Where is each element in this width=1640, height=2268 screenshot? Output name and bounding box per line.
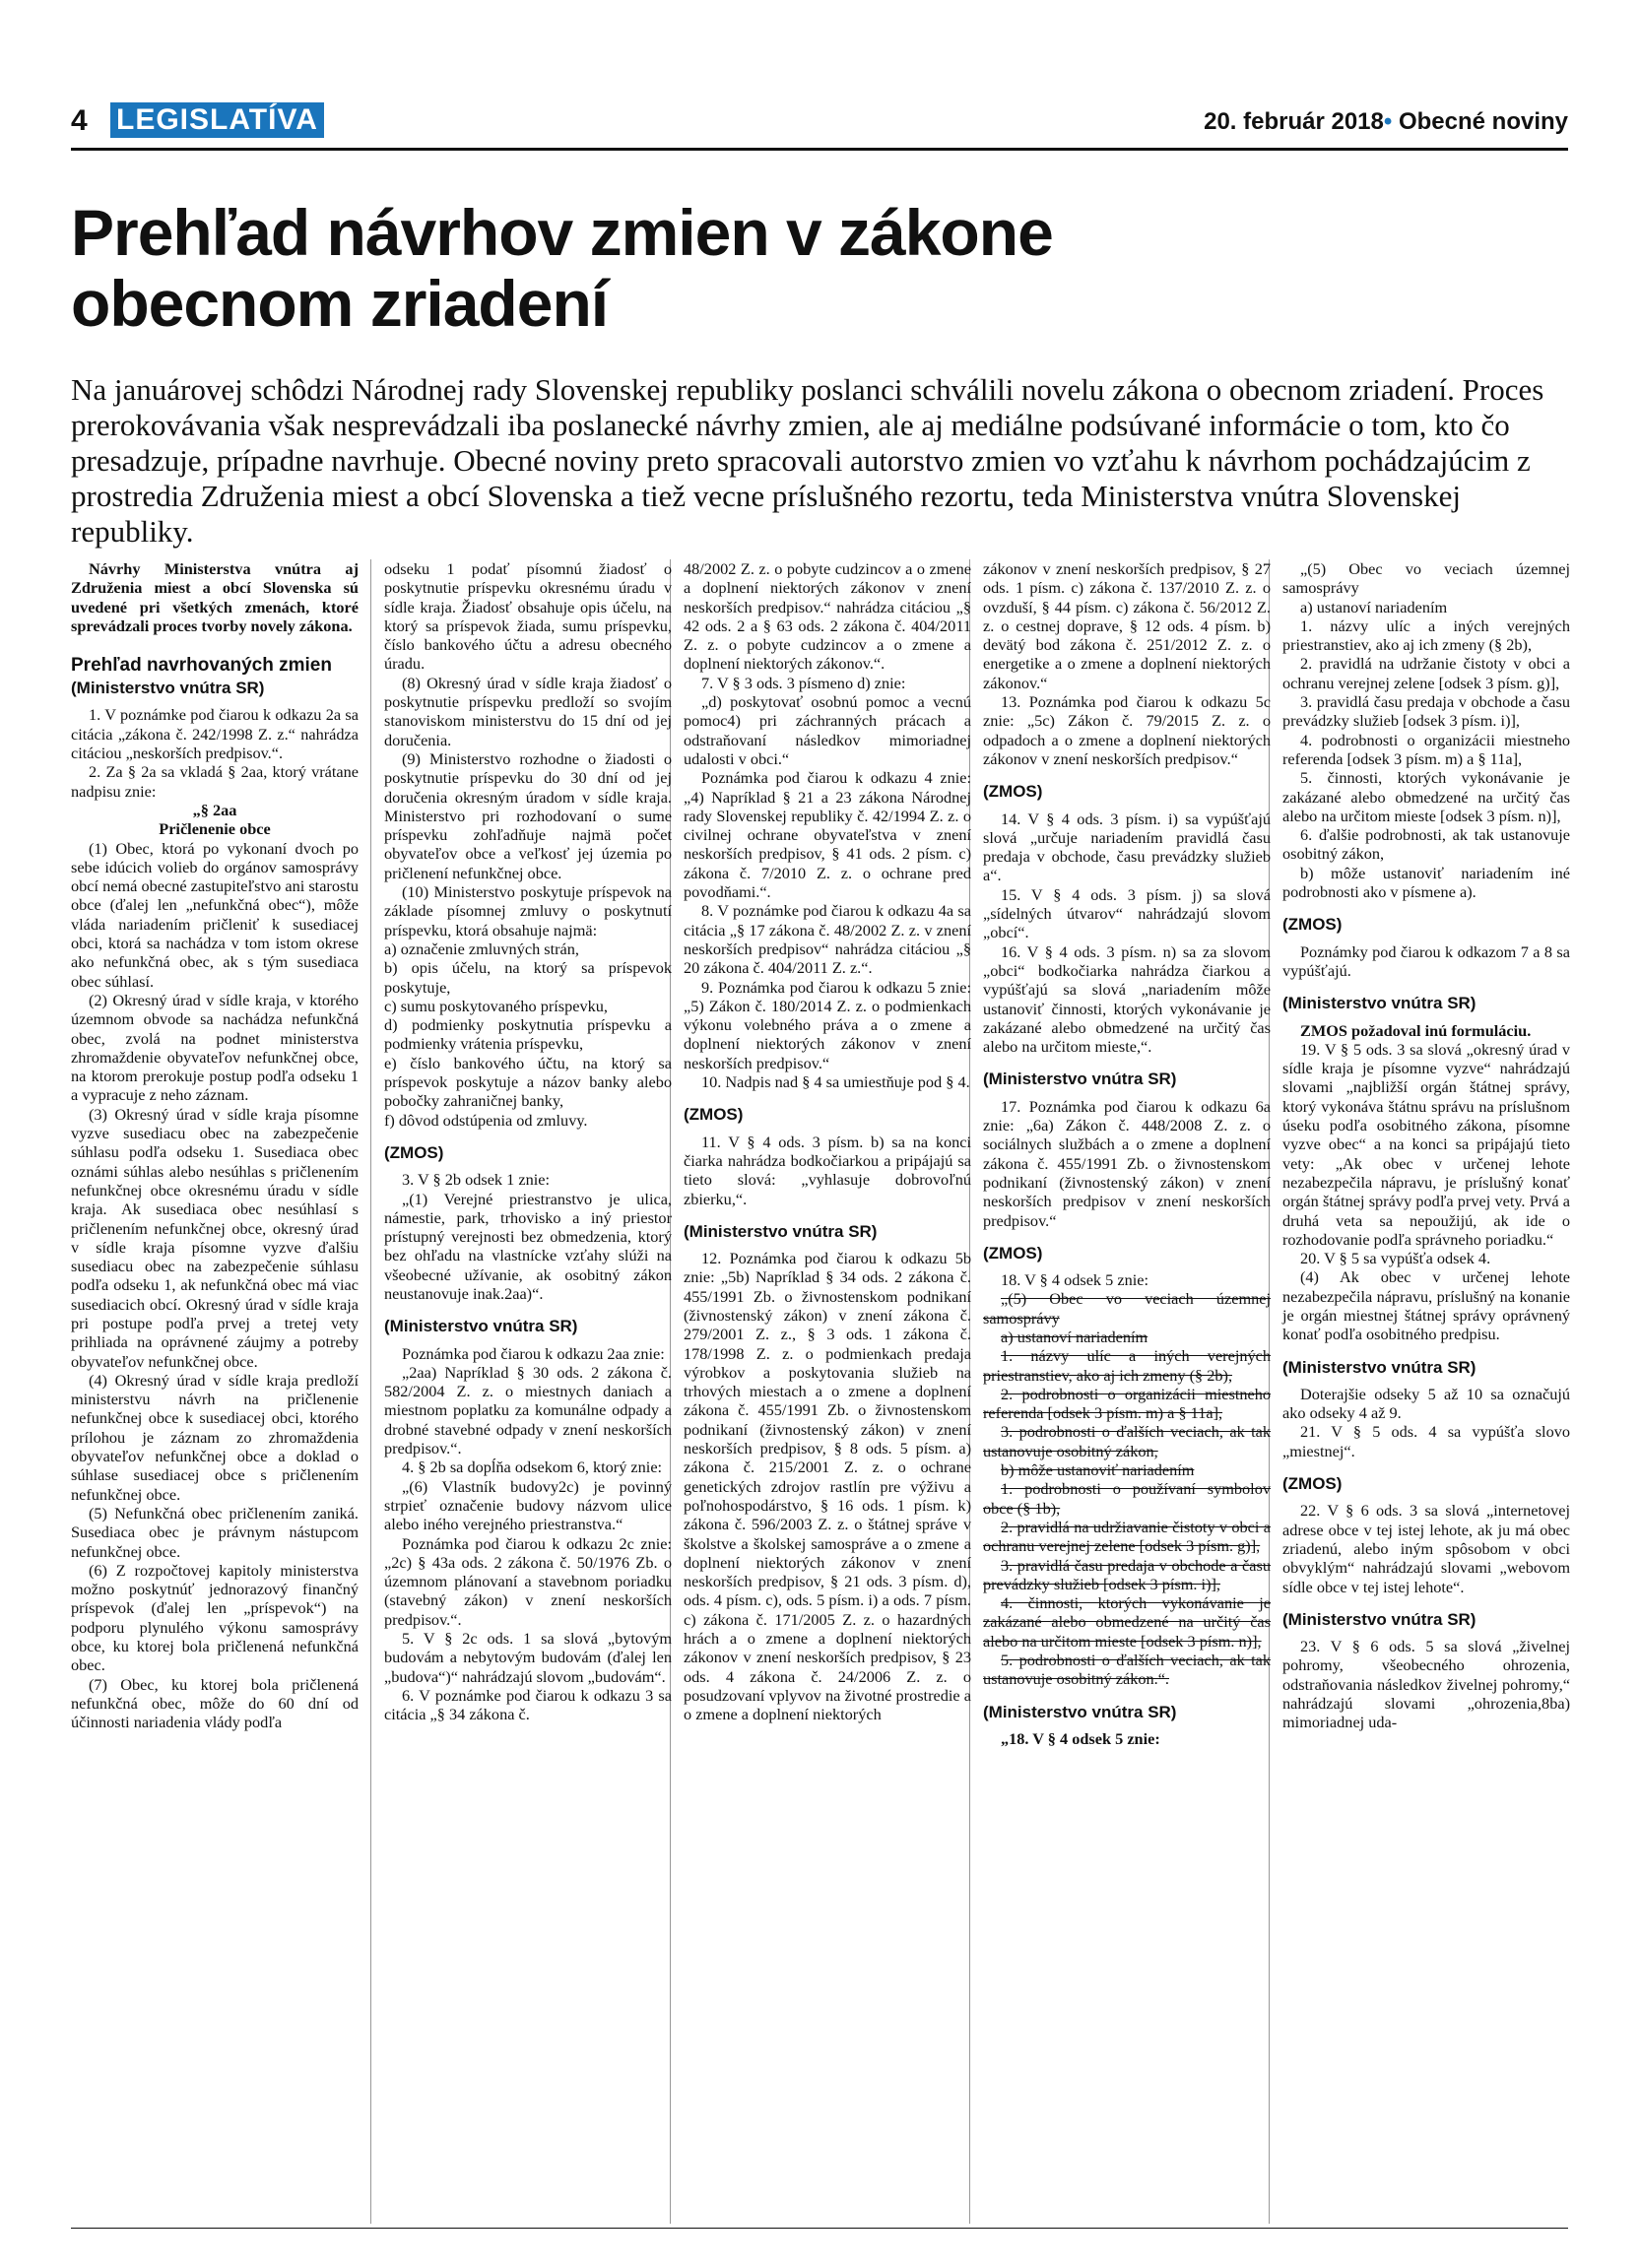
paragraph: (9) Ministerstvo rozhodne o žiadosti o poskytnutie príspevku do 30 dní od jej doručenia okresným úradom v sídle kraja. Ministerstvo pri rozhodovaní o sume príspevku zohľadňuje najmä počet obyvateľov obce a veľkosť jej územia po pričlenení nefunkčnej obce. <box>384 748 672 882</box>
paragraph: 10. Nadpis nad § 4 sa umiestňuje pod § 4. <box>701 1072 970 1092</box>
source-heading: (Ministerstvo vnútra SR) <box>1282 1609 1476 1629</box>
issue-date: 20. február 2018 <box>1204 108 1384 135</box>
struck-paragraph: 2. pravidlá na udržiavanie čistoty v obci a ochranu verejnej zelene [odsek 3 písm. g)], <box>983 1517 1271 1556</box>
source-heading: (Ministerstvo vnútra SR) <box>1282 1357 1476 1377</box>
list-item: b) opis účelu, na ktorý sa príspevok poskytuje, <box>384 958 672 997</box>
source-heading: (ZMOS) <box>983 1243 1043 1263</box>
struck-paragraph: 5. podrobnosti o ďalších veciach, ak tak ustanovuje osobitný zákon.“. <box>983 1651 1271 1689</box>
paragraph: Poznámky pod čiarou k odkazom 7 a 8 sa vypúšťajú. <box>1282 941 1570 980</box>
source-heading: (Ministerstvo vnútra SR) <box>384 1317 578 1336</box>
struck-paragraph: 3. podrobnosti o ďalších veciach, ak tak ustanovuje osobitný zákon, <box>983 1422 1271 1460</box>
paragraph: 13. Poznámka pod čiarou k odkazu 5c znie: „5c) Zákon č. 79/2015 Z. z. o odpadoch a o zmene a doplnení niektorých zákonov v znení neskorších predpisov.“ <box>983 692 1271 768</box>
paragraph: Poznámka pod čiarou k odkazu 2aa znie: <box>402 1343 665 1363</box>
source-heading: (Ministerstvo vnútra SR) <box>983 1702 1177 1721</box>
column-5 <box>1282 559 1570 1732</box>
struck-paragraph: b) môže ustanoviť nariadením <box>1001 1460 1195 1480</box>
paragraph: (1) Obec, ktorá po vykonaní dvoch po sebe idúcich volieb do orgánov samosprávy obcí nemá obecné zastupiteľstvo ani starostu obce (ďalej len „nefunkčná obec“), môže vláda nariadením pričleniť k susediacej obci, ktorá sa nachádza v tom istom okrese ako nefunkčná obec, ak s tým susediaca obec súhlasí. <box>71 838 359 991</box>
paragraph: 3. V § 2b odsek 1 znie: <box>402 1170 550 1190</box>
title-line-2: obecnom zriadení <box>71 267 609 340</box>
paragraph: b) môže ustanoviť nariadením iné podrobnosti ako v písmene a). <box>1282 863 1570 902</box>
centered-heading: Pričlenenie obce <box>159 819 271 839</box>
article-title <box>71 197 1568 339</box>
paragraph: „d) poskytovať osobnú pomoc a vecnú pomoc4) pri záchranných prácach a odstraňovaní následkov mimoriadnej udalosti v obci.“ <box>684 692 971 768</box>
paragraph: (4) Ak obec v určenej lehote nezabezpečila nápravu, príslušný na konanie je orgán miestnej štátnej správy oprávnený konať podľa osobitného predpisu. <box>1282 1267 1570 1344</box>
paragraph: (5) Nefunkčná obec pričlenením zaniká. Susediaca obec je právnym nástupcom nefunkčnej obce. <box>71 1503 359 1561</box>
source-heading: (Ministerstvo vnútra SR) <box>1282 994 1476 1013</box>
paragraph: a) ustanoví nariadením <box>1300 597 1448 616</box>
paragraph: 4. podrobnosti o organizácii miestneho referenda [odsek 3 písm. m) a § 11a], <box>1282 730 1570 768</box>
list-item: a) označenie zmluvných strán, <box>384 939 579 958</box>
source-heading: (Ministerstvo vnútra SR) <box>983 1069 1177 1089</box>
paragraph: 5. činnosti, ktorých vykonávanie je zakázané alebo obmedzené na určitý čas alebo na určitom mieste [odsek 3 písm. n)], <box>1282 768 1570 825</box>
struck-paragraph: 4. činnosti, ktorých vykonávanie je zakázané alebo obmedzené na určitý čas alebo na určitom mieste [odsek 3 písm. n)], <box>983 1593 1271 1651</box>
paragraph: (2) Okresný úrad v sídle kraja, v ktorého územnom obvode sa nachádza nefunkčná obec, zvolá na podnet ministerstva zhromaždenie obyvateľov nefunkčnej obce, na ktorom prerokuje postup podľa odseku 1 a vypracuje z neho záznam. <box>71 990 359 1105</box>
article-body <box>71 559 1568 2234</box>
paragraph: zákonov v znení neskorších predpisov, § 27 ods. 1 písm. c) zákona č. 137/2010 Z. z. o ovzduší, § 44 písm. c) zákona č. 56/2012 Z. z. o cestnej doprave, § 12 ods. 4 písm. b) devätý bod zákona č. 251/2012 Z. z. o energetike a o zmene a doplnení niektorých zákonov.“ <box>983 559 1271 692</box>
column-3 <box>684 559 971 1724</box>
struck-paragraph: 2. podrobnosti o organizácii miestneho referenda [odsek 3 písm. m) a § 11a], <box>983 1384 1271 1423</box>
paragraph: 23. V § 6 ods. 5 sa slová „živelnej pohromy, všeobecného ohrozenia, odstraňovania následkov živelnej pohromy,“ nahrádzajú slovami „ohrozenia,8ba) mimoriadnej uda- <box>1282 1637 1570 1732</box>
list-item: c) sumu poskytovaného príspevku, <box>384 996 608 1015</box>
paragraph: Poznámka pod čiarou k odkazu 4 znie: „4) Napríklad § 21 a 23 zákona Národnej rady Slovenskej republiky č. 42/1994 Z. z. o civilnej ochrane obyvateľstva v znení neskorších predpisov, § 41 ods. 2 písm. c) zákona č. 7/2010 Z. z. o ochrane pred povodňami.“. <box>684 768 971 902</box>
source-heading: (Ministerstvo vnútra SR) <box>71 679 265 698</box>
page-number: 4 <box>71 104 88 137</box>
paragraph: (4) Okresný úrad v sídle kraja predloží ministerstvu návrh na pričlenenie nefunkčnej obce k susediacej obci, ktorého prílohou je záznam zo zhromaždenia obyvateľov nefunkčnej obce a doklad o súhlase susediacej obce s pričlenením nefunkčnej obce. <box>71 1370 359 1504</box>
paragraph: 11. V § 4 ods. 3 písm. b) sa na konci čiarka nahrádza bodkočiarkou a pripájajú sa tieto slová: „vyhlasuje dobrovoľnú zbierku,“. <box>684 1132 971 1208</box>
column-divider <box>370 559 371 2224</box>
paragraph: 7. V § 3 ods. 3 písmeno d) znie: <box>701 673 906 692</box>
section-label: LEGISLATÍVA <box>110 102 324 138</box>
paragraph: 6. ďalšie podrobnosti, ak tak ustanovuje osobitný zákon, <box>1282 825 1570 864</box>
paragraph: 19. V § 5 ods. 3 sa slová „okresný úrad v sídle kraja je písomne vyzve“ nahrádzajú slovami „najbližší orgán štátnej správy, ktorý vykonáva štátnu správu na príslušnom úseku podľa osobitného zákona, písomne vyzve obec“ a na konci sa pripájajú tieto vety: „Ak obec v určenej lehote nezabezpečila nápravu, je príslušný konať orgán štátnej správy podľa prvej vety. Prvá a druhá veta sa nepoužijú, ak ide o rozhodovanie podľa správneho poriadku.“ <box>1282 1039 1570 1249</box>
paragraph: „18. V § 4 odsek 5 znie: <box>1001 1728 1160 1748</box>
list-item: d) podmienky poskytnutia príspevku a podmienky vrátenia príspevku, <box>384 1015 672 1054</box>
paragraph: (3) Okresný úrad v sídle kraja písomne vyzve susediacu obec na zabezpečenie súhlasu podľa odseku 1. Susediaca obec oznámi súhlas alebo nesúhlas s pričlenením nefunkčnej obce okresnému úradu v sídle kraja. Ak susediaca obec nesúhlasí s pričlenením nefunkčnej obce, okresný úrad v sídle kraja písomne vyzve ďalšiu susediacu obec na zabezpečenie súhlasu podľa odseku 1, ak nefunkčná obec má viac susediacich obcí. Okresný úrad v sídle kraja pri postupe podľa prvej a tretej vety prihliada na oprávnené záujmy a potreby obyvateľov nefunkčnej obce. <box>71 1104 359 1371</box>
source-heading: (Ministerstvo vnútra SR) <box>684 1221 878 1241</box>
paragraph: 16. V § 4 ods. 3 písm. n) sa za slovom „obci“ bodkočiarka nahrádza čiarkou a vypúšťajú sa slová „nariadením môže ustanoviť činnosti, ktorých vykonávanie je zakázané alebo obmedzené na určitý čas alebo na určitom mieste,“. <box>983 941 1271 1057</box>
article-lead: Na januárovej schôdzi Národnej rady Slovenskej republiky poslanci schválili novelu zákona o obecnom zriadení. Proces prerokovávania však nesprevádzali iba poslanecké návrhy zmien, ale aj mediálne podsúvané informácie o tom, kto čo presadzuje, prípadne navrhuje. Obecné noviny preto spracovali autorstvo zmien vo vzťahu k návrhom pochádzajúcim z prostredia Združenia miest a obcí Slovenska a tiež vecne príslušného rezortu, teda Ministerstva vnútra Slovenskej republiky. <box>71 372 1544 549</box>
paragraph: odseku 1 podať písomnú žiadosť o poskytnutie príspevku okresnému úradu v sídle kraja. Žiadosť obsahuje opis účelu, na ktorý sa príspevok žiada, sumu príspevku, číslo bankového účtu a adresu obecného úradu. <box>384 559 672 674</box>
paragraph: 22. V § 6 ods. 3 sa slová „internetovej adrese obce v tej istej lehote, ak ju má obec zriadenú, alebo iným spôsobom v obci obvyklým“ nahrádzajú slovami „webovom sídle obce v tej istej lehote“. <box>1282 1501 1570 1596</box>
paragraph: 5. V § 2c ods. 1 sa slová „bytovým budovám a nebytovým budovám (ďalej len „budova“)“ nahrádzajú slovom „budovám“. <box>384 1629 672 1686</box>
paragraph: 4. § 2b sa dopĺňa odsekom 6, ktorý znie: <box>402 1458 663 1477</box>
list-item: f) dôvod odstúpenia od zmluvy. <box>384 1110 588 1130</box>
paragraph: (6) Z rozpočtovej kapitoly ministerstva možno poskytnúť jednorazový finančný príspevok (ďalej len „príspevok“) na podporu plynulého výkonu samosprávy obce, ku ktorej bola pričlenená nefunkčná obec. <box>71 1560 359 1675</box>
paragraph: ZMOS požadoval inú formuláciu. <box>1300 1020 1532 1040</box>
paragraph: 3. pravidlá času predaja v obchode a času prevádzky služieb [odsek 3 písm. i)], <box>1282 692 1570 731</box>
paragraph: 15. V § 4 ods. 3 písm. j) sa slová „sídelných útvarov“ nahrádzajú slovom „obcí“. <box>983 884 1271 942</box>
paragraph: 2. pravidlá na udržanie čistoty v obci a ochranu verejnej zelene [odsek 3 písm. g)], <box>1282 654 1570 692</box>
separator-dot: • <box>1383 108 1393 135</box>
source-heading: (ZMOS) <box>384 1142 444 1162</box>
column-4 <box>983 559 1271 1748</box>
paragraph: 2. Za § 2a sa vkladá § 2aa, ktorý vrátane nadpisu znie: <box>71 762 359 801</box>
title-line-1: Prehľad návrhov zmien v zákone <box>71 196 1053 269</box>
paragraph: 18. V § 4 odsek 5 znie: <box>1001 1270 1148 1290</box>
paragraph: 17. Poznámka pod čiarou k odkazu 6a znie: „6a) Zákon č. 448/2008 Z. z. o sociálnych službách a o zmene a doplnení zákona č. 455/1991 Zb. o živnostenskom podnikaní (živnostenský zákon) v znení neskorších predpisov v znení neskorších predpisov.“ <box>983 1096 1271 1230</box>
paper-name: Obecné noviny <box>1398 108 1568 135</box>
paragraph: 8. V poznámke pod čiarou k odkazu 4a sa citácia „§ 17 zákona č. 48/2002 Z. z. v znení neskorších predpisov“ nahrádza citáciou „§ 20 zákona č. 404/2011 Z. z.“. <box>684 901 971 978</box>
centered-heading: „§ 2aa <box>192 800 237 819</box>
paragraph: (10) Ministerstvo poskytuje príspevok na základe písomnej zmluvy o poskytnutí príspevku, ktorá obsahuje najmä: <box>384 882 672 940</box>
paragraph: „(6) Vlastník budovy2c) je povinný strpieť označenie budovy názvom ulice alebo iného verejného priestranstva.“ <box>384 1476 672 1534</box>
paragraph: 1. V poznámke pod čiarou k odkazu 2a sa citácia „zákona č. 242/1998 Z. z.“ nahrádza citáciou „neskorších predpisov.“. <box>71 705 359 763</box>
struck-paragraph: a) ustanoví nariadením <box>1001 1327 1148 1346</box>
struck-paragraph: 3. pravidlá času predaja v obchode a času prevádzky služieb [odsek 3 písm. i)], <box>983 1555 1271 1593</box>
paragraph: 1. názvy ulíc a iných verejných priestranstiev, ako aj ich zmeny (§ 2b), <box>1282 616 1570 655</box>
page-footer-rule <box>71 2228 1568 2229</box>
paragraph: Poznámka pod čiarou k odkazu 2c znie: „2c) § 43a ods. 2 zákona č. 50/1976 Zb. o územnom plánovaní a stavebnom poriadku (stavebný zákon) v znení neskorších predpisov.“. <box>384 1533 672 1629</box>
intro-paragraph: Návrhy Ministerstva vnútra aj Združenia miest a obcí Slovenska sú uvedené pri všetkých zmenách, ktoré sprevádzali proces tvorby novely zákona. <box>71 559 359 635</box>
struck-paragraph: „(5) Obec vo veciach územnej samosprávy <box>983 1289 1271 1328</box>
source-heading: (ZMOS) <box>1282 1474 1343 1494</box>
column-1 <box>71 559 359 1732</box>
paragraph: Doterajšie odseky 5 až 10 sa označujú ako odseky 4 až 9. <box>1282 1384 1570 1423</box>
paragraph: 48/2002 Z. z. o pobyte cudzincov a o zmene a doplnení niektorých zákonov v znení neskorších predpisov.“ nahrádza citáciou „§ 42 ods. 2 a § 63 ods. 2 zákona č. 404/2011 Z. z. o pobyte cudzincov a o zmene a doplnení niektorých zákonov.“. <box>684 559 971 674</box>
paragraph: 6. V poznámke pod čiarou k odkazu 3 sa citácia „§ 34 zákona č. <box>384 1685 672 1724</box>
paragraph: „2aa) Napríklad § 30 ods. 2 zákona č. 582/2004 Z. z. o miestnych daniach a miestnom poplatku za komunálne odpady a drobné stavebné odpady v znení neskorších predpisov.“. <box>384 1362 672 1458</box>
paragraph: „(5) Obec vo veciach územnej samosprávy <box>1282 559 1570 598</box>
source-heading: (ZMOS) <box>684 1105 744 1125</box>
paragraph: 9. Poznámka pod čiarou k odkazu 5 znie: „5) Zákon č. 180/2014 Z. z. o podmienkach výkonu volebného práva a o zmene a doplnení niektorých zákonov v znení neskorších predpisov.“ <box>684 977 971 1072</box>
paragraph: 12. Poznámka pod čiarou k odkazu 5b znie: „5b) Napríklad § 34 ods. 2 zákona č. 455/1991 Zb. o živnostenskom podnikaní (živnostenský zákon) v znení zákona č. 279/2001 Z. z., § 3 ods. 1 zákona č. 178/1998 Z. z. o podmienkach predaja výrobkov a poskytovania služieb na trhových miestach a o zmene a doplnení zákona č. 455/1991 Zb. o živnostenskom podnikaní (živnostenský zákon) v znení neskorších predpisov, § 8 ods. 5 písm. a) zákona č. 215/2001 Z. z. o ochrane genetických zdrojov rastlín pre výživu a poľnohospodárstvo, § 16 ods. 1 písm. k) zákona č. 596/2003 Z. z. o štátnej správe v školstve a školskej samospráve a o zmene a doplnení niektorých zákonov v znení neskorších predpisov, § 21 ods. 3 písm. d), ods. 4 písm. c), ods. 5 písm. i) a ods. 7 písm. c) zákona č. 171/2005 Z. z. o hazardných hrách a o zmene a doplnení niektorých zákonov v znení neskorších predpisov, § 23 ods. 4 zákona č. 24/2006 Z. z. o posudzovaní vplyvov na životné prostredie a o zmene a doplnení niektorých <box>684 1249 971 1724</box>
list-item: e) číslo bankového účtu, na ktorý sa príspevok poskytuje a názov banky alebo pobočky zahraničnej banky, <box>384 1053 672 1111</box>
paragraph: 21. V § 5 ods. 4 sa vypúšťa slovo „miestnej“. <box>1282 1422 1570 1460</box>
struck-paragraph: 1. podrobnosti o používaní symbolov obce (§ 1b), <box>983 1479 1271 1518</box>
paragraph: (8) Okresný úrad v sídle kraja žiadosť o poskytnutie príspevku predloží so svojím stanoviskom ministerstvu do 15 dní od jej doručenia. <box>384 673 672 749</box>
struck-paragraph: 1. názvy ulíc a iných verejných priestranstiev, ako aj ich zmeny (§ 2b), <box>983 1346 1271 1385</box>
section-heading: Prehľad navrhovaných zmien <box>71 655 332 677</box>
source-heading: (ZMOS) <box>983 782 1043 802</box>
page-header <box>71 102 1568 151</box>
issue-info <box>1204 108 1568 136</box>
paragraph: „(1) Verejné priestranstvo je ulica, námestie, park, trhovisko a iný priestor prístupný verejnosti bez obmedzenia, ktorý bez ohľadu na vlastnícke vzťahy slúži na všeobecné užívanie, ak osobitný zákon neustanovuje inak.2aa)“. <box>384 1189 672 1303</box>
paragraph: 14. V § 4 ods. 3 písm. i) sa vypúšťajú slová „určuje nariadením pravidlá času predaja v obchode, času prevádzky služieb a“. <box>983 809 1271 885</box>
paragraph: (7) Obec, ku ktorej bola pričlenená nefunkčná obec, môže do 60 dní od účinnosti nariadenia vlády podľa <box>71 1674 359 1732</box>
column-2 <box>384 559 672 1724</box>
source-heading: (ZMOS) <box>1282 915 1343 935</box>
paragraph: 20. V § 5 sa vypúšťa odsek 4. <box>1300 1249 1491 1268</box>
